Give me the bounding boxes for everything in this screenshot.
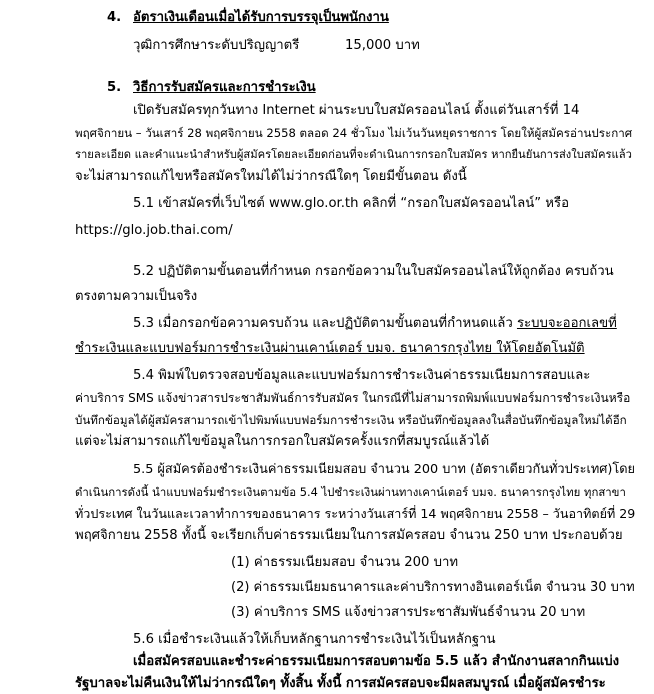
item-5-5-line-1: 5.5 ผู้สมัครต้องชำระเงินค่าธรรมเนียมสอบ จำนวน 200 บาท (อัตราเดียวกันทั่วประเทศ)โดย [133,462,636,477]
item-5-5-line-2: ดำเนินการดังนี้ นำแบบฟอร์มชำระเงินตามข้อ 5.4 ไปชำระเงินผ่านทางเคาน์เตอร์ บมจ. ธนาคารกรุงไทย ทุกสาขา [75,485,626,499]
final-line-1: เมื่อสมัครสอบและชำระค่าธรรมเนียมการสอบตามข้อ 5.5 แล้ว สำนักงานสลากกินแบ่ง [133,654,620,669]
intro-line-2: พฤศจิกายน – วันเสาร์ 28 พฤศจิกายน 2558 ตลอด 24 ชั่วโมง ไม่เว้นวันหยุดราชการ โดยให้ผู้สมัครอ่านประกาศ [75,126,633,140]
section-4-number: 4. [107,10,122,25]
item-5-4-line-2: ค่าบริการ SMS แจ้งข่าวสารประชาสัมพันธ์การรับสมัคร ในกรณีที่ไม่สามารถพิมพ์แบบฟอร์มการชำระเงินหรือ [75,391,631,405]
intro-line-1: เปิดรับสมัครทุกวันทาง Internet ผ่านระบบใบสมัครออนไลน์ ตั้งแต่วันเสาร์ที่ 14 [133,103,580,118]
item-5-1-url: https://glo.job.thai.com/ [75,223,233,238]
section-5-number: 5. [107,80,122,95]
item-5-3-text: 5.3 เมื่อกรอกข้อความครบถ้วน และปฏิบัติตามขั้นตอนที่กำหนดแล้ว [133,316,517,331]
salary-amount: 15,000 บาท [345,38,420,53]
intro-line-4: จะไม่สามารถแก้ไขหรือสมัครใหม่ได้ไม่ว่ากรณีใดๆ โดยมีขั้นตอน ดังนี้ [75,169,467,184]
item-5-4-line-3: บันทึกข้อมูลได้ผู้สมัครสามารถเข้าไปพิมพ์แบบฟอร์มการชำระเงิน หรือบันทึกข้อมูลลงในสื่อบันทึกข้อมูลใหม่ได้อีก [75,413,627,427]
item-5-1-line-1: 5.1 เข้าสมัครที่เว็บไซต์ www.glo.or.th คลิกที่ “กรอกใบสมัครออนไลน์” หรือ [133,196,569,211]
item-5-6: 5.6 เมื่อชำระเงินแล้วให้เก็บหลักฐานการชำระเงินไว้เป็นหลักฐาน [133,632,496,647]
fee-item-2: (2) ค่าธรรมเนียมธนาคารและค่าบริการทางอินเตอร์เน็ต จำนวน 30 บาท [231,580,635,595]
item-5-4-line-1: 5.4 พิมพ์ใบตรวจสอบข้อมูลและแบบฟอร์มการชำระเงินค่าธรรมเนียมการสอบและ [133,368,591,383]
section-5-title: วิธีการรับสมัครและการชำระเงิน [133,80,316,95]
item-5-3-underlined: ระบบจะออกเลขที่ [516,316,617,331]
item-5-5-line-3: ทั่วประเทศ ในวันและเวลาทำการของธนาคาร ระหว่างวันเสาร์ที่ 14 พฤศจิกายน 2558 – วันอาทิตย์ที่ 29 [75,506,636,521]
fee-item-3: (3) ค่าบริการ SMS แจ้งข่าวสารประชาสัมพันธ์จำนวน 20 บาท [231,605,586,620]
intro-line-3: รายละเอียด และคำแนะนำสำหรับผู้สมัครโดยละเอียดก่อนที่จะดำเนินการกรอกใบสมัคร หากยืนยันการส่งใบสมัครแล้ว [75,148,632,161]
item-5-3-line-1 [133,314,617,334]
item-5-3-line-2: ชำระเงินและแบบฟอร์มการชำระเงินผ่านเคาน์เตอร์ บมจ. ธนาคารกรุงไทย ให้โดยอัตโนมัติ [75,341,585,356]
fee-item-1: (1) ค่าธรรมเนียมสอบ จำนวน 200 บาท [231,555,459,570]
qualification-text: วุฒิการศึกษาระดับปริญญาตรี [133,38,300,53]
item-5-4-line-4: แต่จะไม่สามารถแก้ไขข้อมูลในการกรอกใบสมัครครั้งแรกที่สมบูรณ์แล้วได้ [75,434,490,449]
item-5-2-line-1: 5.2 ปฏิบัติตามขั้นตอนที่กำหนด กรอกข้อความในใบสมัครออนไลน์ให้ถูกต้อง ครบถ้วน [133,264,614,279]
item-5-5-line-4: พฤศจิกายน 2558 ทั้งนี้ จะเรียกเก็บค่าธรรมเนียมในการสมัครสอบ จำนวน 250 บาท ประกอบด้วย [75,528,623,543]
item-5-2-line-2: ตรงตามความเป็นจริง [75,289,198,304]
section-4-title: อัตราเงินเดือนเมื่อได้รับการบรรจุเป็นพนักงาน [133,10,389,25]
final-line-2: รัฐบาลจะไม่คืนเงินให้ไม่ว่ากรณีใดๆ ทั้งสิ้น ทั้งนี้ การสมัครสอบจะมีผลสมบูรณ์ เมื่อผู้สมัครชำระ [75,676,606,691]
